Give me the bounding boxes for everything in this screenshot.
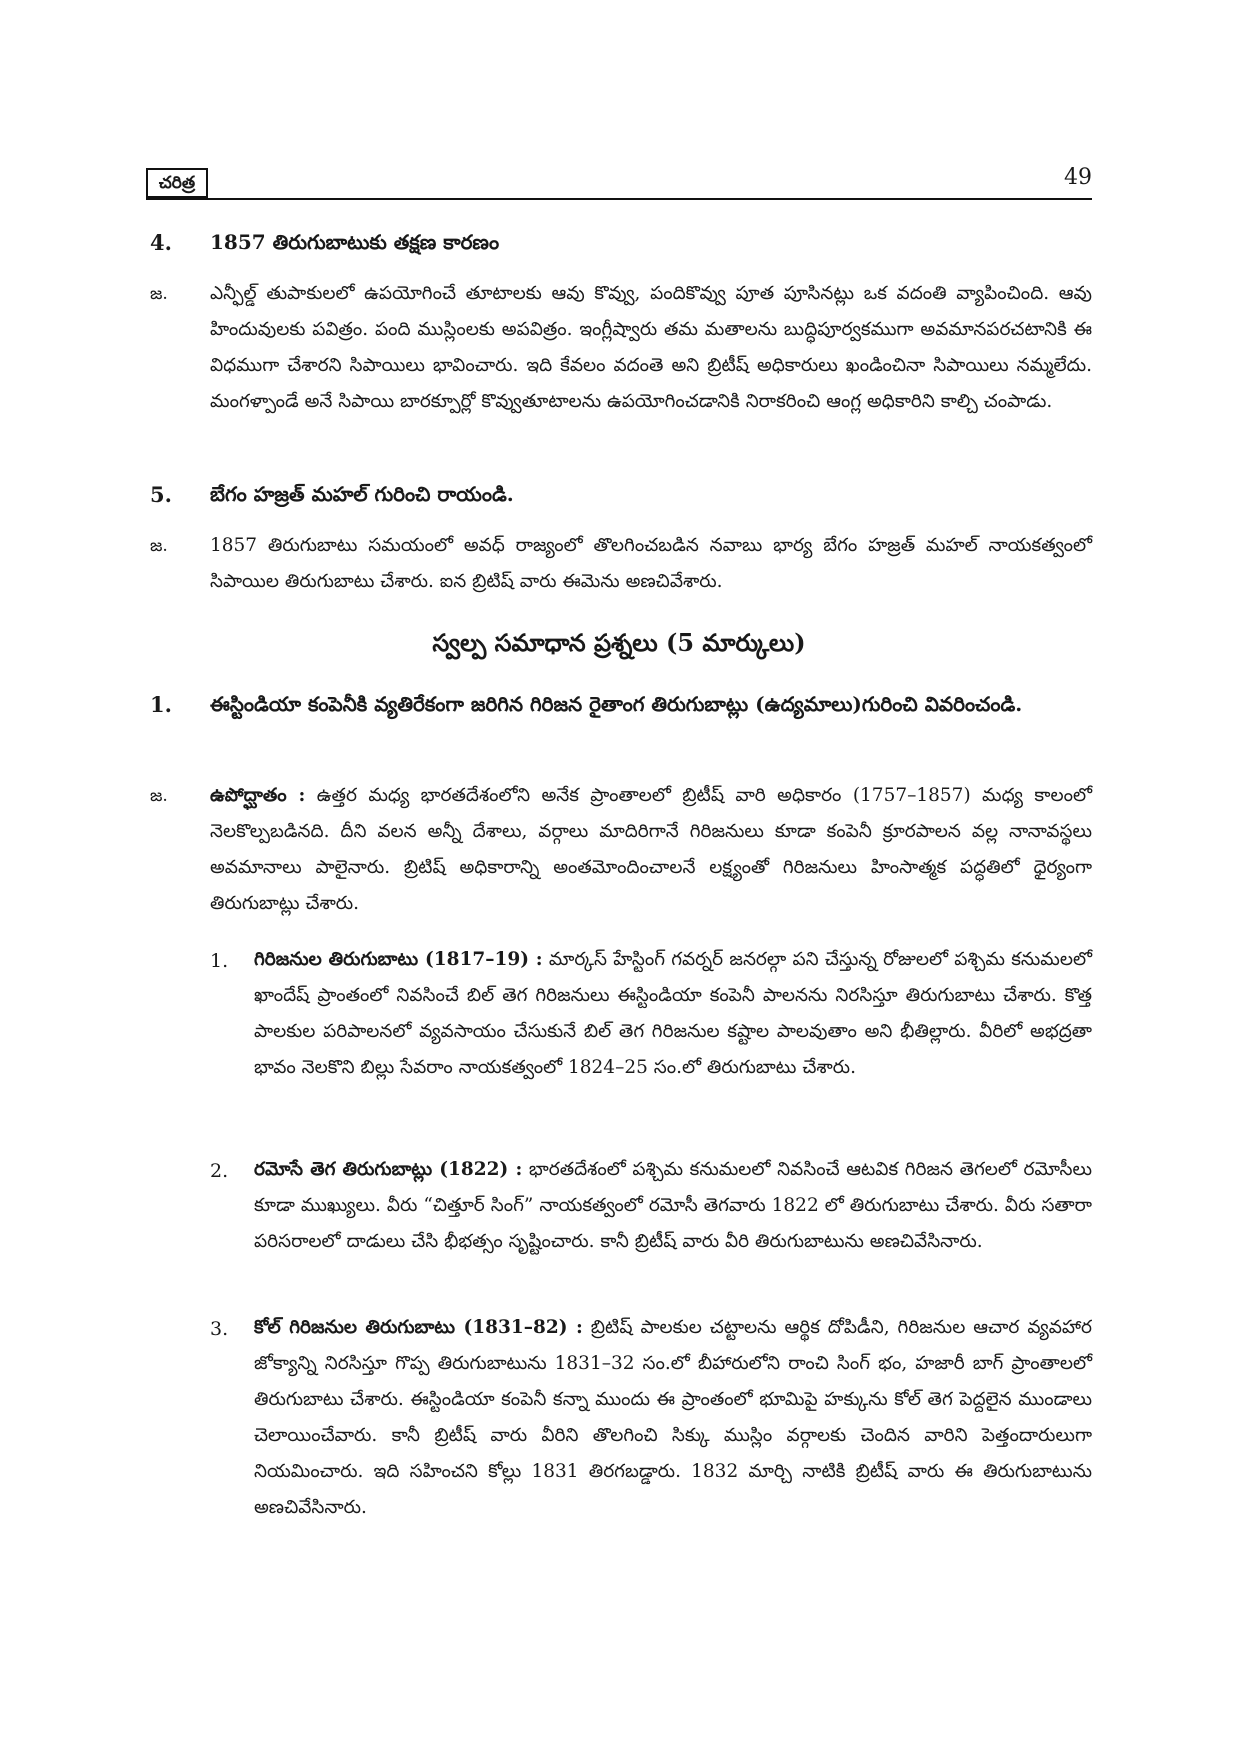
item3-text: బ్రిటిష్ పాలకుల చట్టాలను ఆర్థిక దోపిడీని, గిరిజనుల ఆచార వ్యవహార జోక్యాన్ని నిరసిస్తూ గొప్ప తిరుగుబాటును 1831–32 సం.లో బీహారులోని రాంచి సింగ్ భం, హజారీ బాగ్ ప్రాంతాలలో తిరుగుబాటు చేశారు. ఈస్టిండియా కంపెనీ కన్నా ముందు ఈ ప్రాంతంలో భూమిపై హక్కును కోల్ తెగ పెద్దలైన ముండాలు చెలాయించేవారు. కానీ బ్రిటీష్ వారు వీరిని తొలగించి సిక్కు ముస్లిం వర్గాలకు చెందిన వారిని పెత్తందారులుగా నియమించారు. ఇది సహించని కోల్లు 1831 తిరగబడ్డారు. 1832 మార్చి నాటికి బ్రిటీష్ వారు ఈ తిరుగుబాటును అణచివేసినారు. bbox=[254, 1317, 1092, 1518]
item1-body bbox=[254, 942, 1092, 1086]
sq1-intro-heading: ఉపోద్ఘాతం : bbox=[210, 785, 306, 806]
sq1-answer-label: జ. bbox=[150, 786, 168, 806]
chapter-label: చరిత్ర bbox=[146, 168, 208, 198]
item2-heading: రమోసే తెగ తిరుగుబాట్లు (1822) : bbox=[254, 1159, 523, 1180]
q5-answer-label: జ. bbox=[150, 536, 168, 556]
sq1-intro bbox=[210, 778, 1092, 922]
item1-number: 1. bbox=[210, 950, 229, 972]
item2-body bbox=[254, 1152, 1092, 1260]
sq1-intro-text: ఉత్తర మధ్య భారతదేశంలోని అనేక ప్రాంతాలలో బ్రిటీష్ వారి అధికారం (1757–1857) మధ్య కాలంలో నెలకొల్పబడినది. దీని వలన అన్నీ దేశాలు, వర్గాలు మాదిరిగానే గిరిజనులు కూడా కంపెనీ క్రూరపాలన వల్ల నానావస్థలు అవమానాలు పాలైనారు. బ్రిటిష్ అధికారాన్ని అంతమోందించాలనే లక్ష్యంతో గిరిజనులు హింసాత్మక పద్ధతిలో ధైర్యంగా తిరుగుబాట్లు చేశారు. bbox=[210, 785, 1092, 914]
item3-number: 3. bbox=[210, 1318, 229, 1340]
item3-body bbox=[254, 1310, 1092, 1526]
q4-number: 4. bbox=[150, 230, 172, 255]
page-number: 49 bbox=[1064, 165, 1092, 190]
item2-number: 2. bbox=[210, 1160, 229, 1182]
item1-heading: గిరిజనుల తిరుగుబాటు (1817–19) : bbox=[254, 949, 543, 970]
q5-answer: 1857 తిరుగుబాటు సమయంలో అవధ్ రాజ్యంలో తొలగించబడిన నవాబు భార్య బేగం హజ్రత్ మహల్ నాయకత్వంలో సిపాయిల తిరుగుబాటు చేశారు. ఐన బ్రిటిష్ వారు ఈమెను అణచివేశారు. bbox=[210, 535, 1092, 592]
q4-answer: ఎన్ఫీల్డ్ తుపాకులలో ఉపయోగించే తూటాలకు ఆవు కొవ్వు, పందికొవ్వు పూత పూసినట్లు ఒక వదంతి వ్యాపించింది. ఆవు హిందువులకు పవిత్రం. పంది ముస్లింలకు అపవిత్రం. ఇంగ్లీష్వారు తమ మతాలను బుద్ధిపూర్వకముగా అవమానపరచటానికి ఈ విధముగా చేశారని సిపాయిలు భావించారు. ఇది కేవలం వదంతె అని బ్రిటీష్ అధికారులు ఖండించినా సిపాయిలు నమ్మలేదు. మంగళ్పాండే అనే సిపాయి బారక్పూర్లో కొవ్వుతూటాలను ఉపయోగించడానికి నిరాకరించి ఆంగ్ల అధికారిని కాల్చి చంపాడు. bbox=[210, 283, 1092, 412]
q5-number: 5. bbox=[150, 482, 172, 507]
q4-answer-label: జ. bbox=[150, 284, 168, 304]
q4-title: 1857 తిరుగుబాటుకు తక్షణ కారణం bbox=[210, 230, 500, 254]
header-rule bbox=[146, 198, 1092, 200]
item2-text: భారతదేశంలో పశ్చిమ కనుమలలో నివసించే ఆటవిక గిరిజన తెగలలో రమోసీలు కూడా ముఖ్యులు. వీరు “చిత్తూర్ సింగ్” నాయకత్వంలో రమోసీ తెగవారు 1822 లో తిరుగుబాటు చేశారు. వీరు సతారా పరిసరాలలో దాడులు చేసి భీభత్సం సృష్టించారు. కానీ బ్రిటీష్ వారు వీరి తిరుగుబాటును అణచివేసినారు. bbox=[254, 1159, 1092, 1252]
sq1-number: 1. bbox=[150, 692, 172, 717]
item1-text: మార్కస్ హేస్టింగ్ గవర్నర్ జనరల్గా పని చేస్తున్న రోజులలో పశ్చిమ కనుమలలో ఖాందేష్ ప్రాంతంలో నివసించే బిల్ తెగ గిరిజనులు ఈస్టిండియా కంపెనీ పాలనను నిరసిస్తూ తిరుగుబాటు చేశారు. కొత్త పాలకుల పరిపాలనలో వ్యవసాయం చేసుకునే బిల్ తెగ గిరిజనుల కష్టాల పాలవుతాం అని భీతిల్లారు. వీరిలో అభద్రతా భావం నెలకొని బిల్లు సేవరాం నాయకత్వంలో 1824–25 సం.లో తిరుగుబాటు చేశారు. bbox=[254, 949, 1093, 1078]
item3-heading: కోల్ గిరిజనుల తిరుగుబాటు (1831–82) : bbox=[254, 1317, 583, 1338]
q5-title: బేగం హజ్రత్ మహల్ గురించి రాయండి. bbox=[210, 482, 514, 506]
sq1-title: ఈస్టిండియా కంపెనీకి వ్యతిరేకంగా జరిగిన గిరిజన రైతాంగ తిరుగుబాట్లు (ఉద్యమాలు)గురించి వివరించండి. bbox=[210, 692, 1023, 716]
section-title: స్వల్ప సమాధాన ప్రశ్నలు (5 మార్కులు) bbox=[432, 628, 806, 657]
